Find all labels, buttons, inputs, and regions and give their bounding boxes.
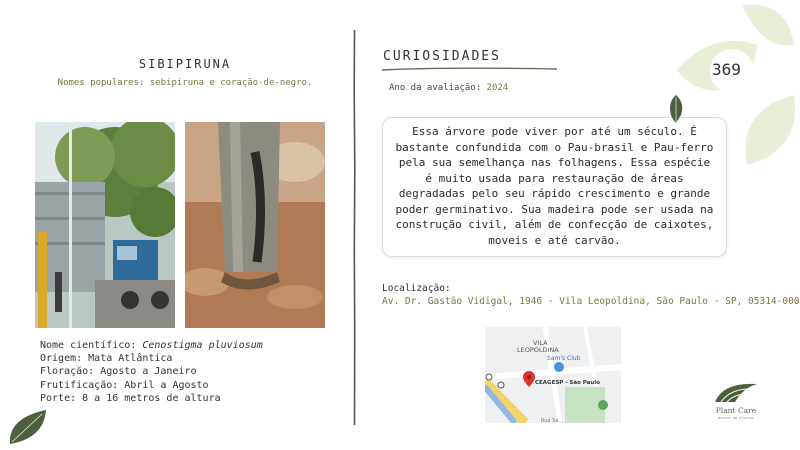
- leaf-decoration-top-right: [672, 0, 800, 175]
- vertical-divider: [353, 30, 356, 425]
- map-poi-ceagesp: CEAGESP - São Paulo: [535, 380, 600, 386]
- scientific-name: Cenostigma pluviosum: [142, 340, 263, 351]
- curiosities-text: Essa árvore pode viver por até um século. É bastante confundida com o Pau-brasil e Pau-ferro pela sua semelhança nas folhagens. Essa espécie é muito usada para restauração de áreas degradadas pelo seu rápido crescimento e grande poder germinativo. Sua madeira pode ser usada na construção civil, além de confecção de caixotes, moveis e até carvão.: [395, 125, 714, 247]
- leaf-icon-bottom-left: [8, 408, 48, 446]
- map-district-1: VILA: [533, 339, 548, 347]
- flowering: Floração: Agosto a Janeiro: [40, 366, 197, 378]
- location-map[interactable]: [485, 327, 621, 423]
- plant-care-logo-icon: [713, 380, 759, 404]
- leaf-icon-small: [667, 95, 685, 123]
- scientific-label: Nome científico:: [40, 340, 143, 351]
- popular-names: Nomes populares: sebipiruna e coração-de-negro.: [57, 78, 313, 88]
- plant-title: SIBIPIRUNA: [138, 57, 232, 71]
- location-label: Localização:: [382, 283, 451, 294]
- fruiting: Frutificação: Abril a Agosto: [40, 379, 209, 391]
- tree-photo-trunk: [185, 122, 325, 328]
- year-label: Ano da avaliação:: [389, 83, 487, 93]
- origin: Origem: Mata Atlântica: [40, 353, 173, 365]
- map-poi-sams: Sam's Club: [547, 355, 581, 362]
- brand-subtitle: acervo de plantas: [718, 416, 754, 420]
- year-value: 2024: [486, 83, 509, 93]
- map-street: Rua Sa...: [541, 418, 564, 423]
- plant-facts: [40, 339, 263, 405]
- map-district-2: LEOPOLDINA: [517, 346, 559, 354]
- brand-name: Plant Care: [715, 406, 757, 415]
- title-underline: [382, 66, 557, 72]
- evaluation-year: [389, 83, 508, 93]
- location-address: Av. Dr. Gastão Vidigal, 1946 - Vila Leopoldina, São Paulo - SP, 05314-000: [382, 296, 800, 307]
- plant-number-badge: 369: [712, 60, 741, 79]
- curiosities-title: CURIOSIDADES: [383, 49, 501, 64]
- size: Porte: 8 a 16 metros de altura: [40, 392, 221, 404]
- tree-photo-truck: [35, 122, 175, 328]
- scientific-name-line: [40, 339, 263, 352]
